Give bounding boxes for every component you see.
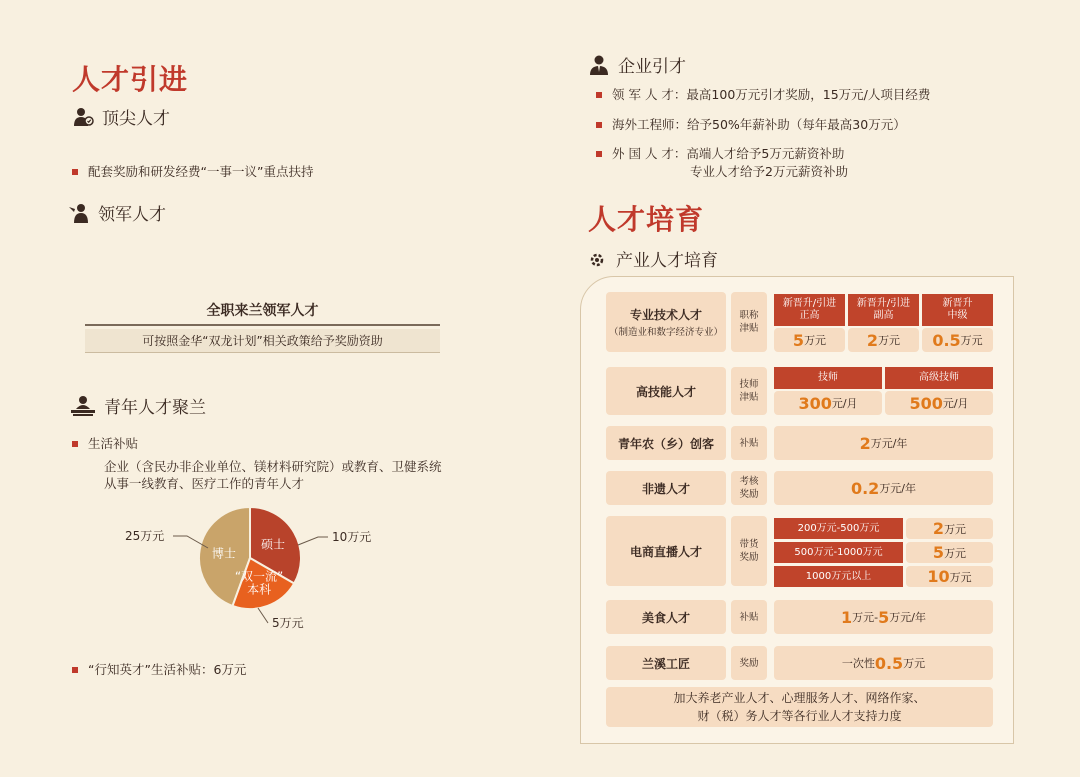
- pie-amount-label: 25万元: [125, 529, 165, 543]
- type-sales-reward: 带货 奖励: [731, 516, 767, 586]
- type-assessment-reward: 考核 奖励: [731, 471, 767, 505]
- pie-amount-label: 5万元: [272, 616, 304, 630]
- section-title-talent-intro: 人才引进: [72, 63, 189, 96]
- value-technician: 300 元/月: [774, 391, 882, 415]
- type-technician-allowance: 技师 津贴: [731, 367, 767, 415]
- value-intangible-heritage: 0.2 万元/年: [774, 471, 993, 505]
- support-note: 加大养老产业人才、心理服务人才、网络作家、 财（税）务人才等各行业人才支持力度: [606, 687, 993, 727]
- leader-person-icon: [68, 202, 90, 224]
- header-intermediate: 新晋升 中级: [922, 294, 993, 326]
- range-3: 1000万元以上: [774, 566, 903, 587]
- enterprise-heading: [588, 52, 686, 77]
- pie-amount-label: 10万元: [332, 530, 372, 544]
- youth-desc-line1: 企业（含民办非企业单位、镁材料研究院）或教育、卫健系统: [104, 459, 442, 474]
- enterprise-item-3: 外 国 人 才：高端人才给予5万元薪资补助: [596, 145, 844, 163]
- range-2: 500万元-1000万元: [774, 542, 903, 563]
- header-associate: 新晋升/引进 副高: [848, 294, 919, 326]
- header-senior: 新晋升/引进 正高: [774, 294, 845, 326]
- top-talent-heading: [72, 104, 170, 129]
- header-senior-technician: 高级技师: [885, 367, 993, 389]
- value-associate: 2 万元: [848, 328, 919, 352]
- row-intangible-heritage: 非遗人才: [606, 471, 726, 505]
- businessman-icon: [588, 54, 610, 76]
- header-technician: 技师: [774, 367, 882, 389]
- gear-icon: [586, 248, 608, 270]
- value-lanxi-craftsman: 一次性 0.5 万元: [774, 646, 993, 680]
- youth-heading: [70, 393, 206, 418]
- subsidy-pie-chart: [100, 500, 420, 635]
- enterprise-item-1: 领 军 人 才：最高100万元引才奖励，15万元/人项目经费: [596, 86, 930, 104]
- enterprise-item-2: 海外工程师：给予50%年薪补助（每年最高30万元）: [596, 116, 906, 134]
- pie-leader-line: [258, 608, 268, 623]
- row-youth-rural: 青年农（乡）创客: [606, 426, 726, 460]
- type-title-allowance: 职称 津贴: [731, 292, 767, 352]
- value-intermediate: 0.5 万元: [922, 328, 993, 352]
- row-lanxi-craftsman: 兰溪工匠: [606, 646, 726, 680]
- leading-talent-label: 领军人才: [98, 205, 166, 225]
- value-senior: 5 万元: [774, 328, 845, 352]
- top-talent-bullet: 配套奖励和研发经费“一事一议”重点扶持: [72, 163, 313, 181]
- value-range-1: 2 万元: [906, 518, 993, 539]
- value-range-2: 5 万元: [906, 542, 993, 563]
- value-youth-rural: 2 万元/年: [774, 426, 993, 460]
- pie-slice-label: 本科: [247, 582, 272, 597]
- row-professional-tech: 专业技术人才 （制造业和数字经济专业）: [606, 292, 726, 352]
- cultivate-label: 产业人才培育: [616, 251, 718, 271]
- youth-group-icon: [70, 395, 96, 417]
- pie-slice-label: “双一流”: [234, 569, 284, 584]
- pie-slice-label: 博士: [211, 546, 236, 561]
- pie-slice-label: 硕士: [260, 537, 285, 552]
- section-title-cultivate: 人才培育: [588, 203, 705, 236]
- value-range-3: 10 万元: [906, 566, 993, 587]
- full-time-title: 全职来兰领军人才: [206, 303, 319, 319]
- youth-desc-line2: 从事一线教育、医疗工作的青年人才: [104, 476, 305, 491]
- row-food-talent: 美食人才: [606, 600, 726, 634]
- person-badge-icon: [72, 106, 94, 128]
- row-ecommerce-live: 电商直播人才: [606, 516, 726, 586]
- youth-label: 青年人才聚兰: [104, 398, 206, 418]
- value-food-talent: 1 万元- 5 万元/年: [774, 600, 993, 634]
- pie-leader-line: [298, 537, 328, 545]
- living-subsidy-bullet: 生活补贴: [72, 435, 138, 453]
- enterprise-item-3-line2: 专业人才给予2万元薪资补助: [690, 164, 848, 179]
- type-food-subsidy: 补贴: [731, 600, 767, 634]
- enterprise-label: 企业引才: [618, 57, 686, 77]
- leading-talent-heading: [68, 200, 166, 225]
- row-high-skill: 高技能人才: [606, 367, 726, 415]
- full-time-desc: 可按照金华“双龙计划”相关政策给予奖励资助: [85, 329, 440, 353]
- xingzhi-bullet: “行知英才”生活补贴：6万元: [72, 661, 246, 679]
- type-reward: 奖励: [731, 646, 767, 680]
- divider: [85, 324, 440, 326]
- cultivate-heading: [586, 246, 718, 271]
- top-talent-label: 顶尖人才: [102, 109, 170, 129]
- range-1: 200万元-500万元: [774, 518, 903, 539]
- value-senior-technician: 500 元/月: [885, 391, 993, 415]
- type-subsidy: 补贴: [731, 426, 767, 460]
